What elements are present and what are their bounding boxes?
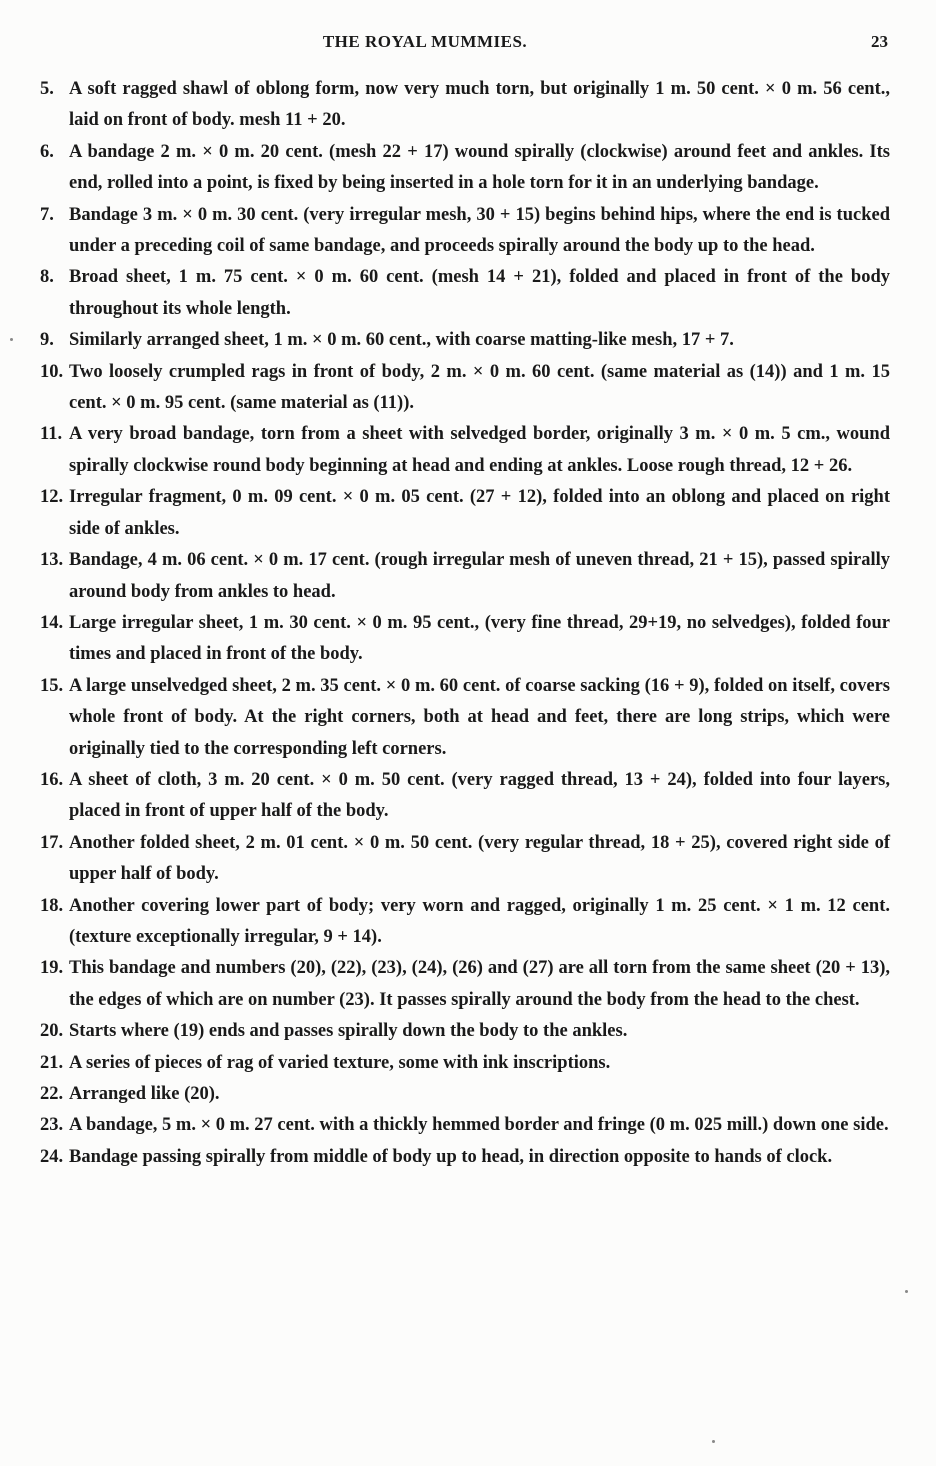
paper-speck [712, 1440, 715, 1443]
entry-text: A large unselvedged sheet, 2 m. 35 cent. × 0 m. 60 cent. of coarse sacking (16 + 9), folded on itself, covers whole front of body. At the right corners, both at head and feet, there are long strips, which were originally tied to the corresponding left corners. [69, 675, 890, 759]
paper-speck [10, 338, 13, 341]
entry-number: 24 . [40, 1142, 63, 1173]
list-item [40, 357, 890, 420]
page-title: THE ROYAL MUMMIES. [322, 32, 528, 51]
entry-number: 13 . [40, 545, 63, 576]
entry-text: A bandage 2 m. × 0 m. 20 cent. (mesh 22 + 17) wound spirally (clockwise) around feet and ankles. Its end, rolled into a point, is fixed by being inserted in a hole torn for it in an underlying bandage. [69, 141, 890, 194]
page-number: 23 [871, 32, 888, 51]
list-item [40, 671, 890, 765]
entry-number: 5 . [40, 74, 54, 105]
entry-number: 8 . [40, 262, 54, 293]
entry-text: Arranged like (20). [69, 1084, 220, 1104]
entry-number: 11 . [40, 419, 62, 450]
entry-text: A sheet of cloth, 3 m. 20 cent. × 0 m. 50 cent. (very ragged thread, 13 + 24), folded into four layers, placed in front of upper half of the body. [69, 769, 890, 822]
list-item [40, 608, 890, 671]
list-item [40, 74, 890, 137]
list-item [40, 482, 890, 545]
entry-text: Bandage passing spirally from middle of body up to head, in direction opposite to hands of clock. [69, 1146, 833, 1167]
list-item [40, 828, 890, 891]
entry-number: 7 . [40, 200, 54, 231]
list-item [40, 325, 890, 356]
entry-text: This bandage and numbers (20), (22), (23), (24), (26) and (27) are all torn from the same sheet (20 + 13), the edges of which are on number (23). It passes spirally around the body from the head to the chest. [69, 958, 890, 1010]
paper-speck [905, 1290, 908, 1293]
entry-text: Another folded sheet, 2 m. 01 cent. × 0 m. 50 cent. (very regular thread, 18 + 25), covered right side of upper half of body. [69, 832, 890, 885]
list-item [40, 765, 890, 828]
entry-number: 15 . [40, 671, 63, 702]
list-item [40, 1110, 890, 1141]
entry-text: Two loosely crumpled rags in front of body, 2 m. × 0 m. 60 cent. (same material as (14)) and 1 m. 15 cent. × 0 m. 95 cent. (same material as (11)). [69, 361, 890, 414]
list-item [40, 1079, 890, 1110]
entry-text: Bandage 3 m. × 0 m. 30 cent. (very irregular mesh, 30 + 15) begins behind hips, where the end is tucked under a preceding coil of same bandage, and proceeds spirally around the body up to the head. [69, 204, 890, 257]
entry-number: 22 . [40, 1079, 63, 1110]
entry-text: Bandage, 4 m. 06 cent. × 0 m. 17 cent. (rough irregular mesh of uneven thread, 21 + 15), passed spirally around body from ankles to head. [69, 550, 890, 602]
entry-text: Large irregular sheet, 1 m. 30 cent. × 0 m. 95 cent., (very fine thread, 29+19, no selvedges), folded four times and placed in front of the body. [69, 612, 890, 665]
list-item [40, 1048, 890, 1079]
entry-number: 16 . [40, 765, 63, 796]
entry-number: 14 . [40, 608, 63, 639]
list-item [40, 953, 890, 1016]
running-head [0, 30, 936, 56]
entry-text: Similarly arranged sheet, 1 m. × 0 m. 60 cent., with coarse matting-like mesh, 17 + 7. [69, 330, 734, 351]
entry-number: 6 . [40, 137, 54, 168]
list-item [40, 262, 890, 325]
list-item [40, 419, 890, 482]
entry-number: 12 . [40, 482, 63, 513]
list-item [40, 891, 890, 954]
entry-text: A very broad bandage, torn from a sheet with selvedged border, originally 3 m. × 0 m. 5 cm., wound spirally clockwise round body beginning at head and ending at ankles. Loose rough thread, 12 + 26. [69, 424, 890, 476]
entry-text: A series of pieces of rag of varied texture, some with ink inscriptions. [69, 1052, 611, 1073]
list-item [40, 1016, 890, 1047]
list-item [40, 545, 890, 608]
entry-text: A bandage, 5 m. × 0 m. 27 cent. with a thickly hemmed border and fringe (0 m. 025 mill.) down one side. [69, 1115, 889, 1136]
entry-text: Irregular fragment, 0 m. 09 cent. × 0 m. 05 cent. (27 + 12), folded into an oblong and placed on right side of ankles. [69, 487, 890, 539]
entry-text: Starts where (19) ends and passes spirally down the body to the ankles. [69, 1021, 628, 1042]
entry-number: 20 . [40, 1016, 63, 1047]
entry-number: 23 . [40, 1110, 63, 1141]
entry-text: A soft ragged shawl of oblong form, now very much torn, but originally 1 m. 50 cent. × 0 m. 56 cent., laid on front of body. mesh 11 + 20. [69, 79, 890, 131]
entry-list [40, 74, 890, 1173]
entry-number: 17 . [40, 828, 63, 859]
entry-number: 10 . [40, 357, 63, 388]
entry-text: Broad sheet, 1 m. 75 cent. × 0 m. 60 cent. (mesh 14 + 21), folded and placed in front of the body throughout its whole length. [69, 267, 890, 319]
list-item [40, 137, 890, 200]
entry-number: 21 . [40, 1048, 63, 1079]
entry-number: 18 . [40, 891, 63, 922]
entry-number: 9 . [40, 325, 54, 356]
list-item [40, 200, 890, 263]
entry-number: 19 . [40, 953, 63, 984]
entry-text: Another covering lower part of body; very worn and ragged, originally 1 m. 25 cent. × 1 m. 12 cent. (texture exceptionally irregular, 9 + 14). [69, 895, 890, 947]
list-item [40, 1142, 890, 1173]
